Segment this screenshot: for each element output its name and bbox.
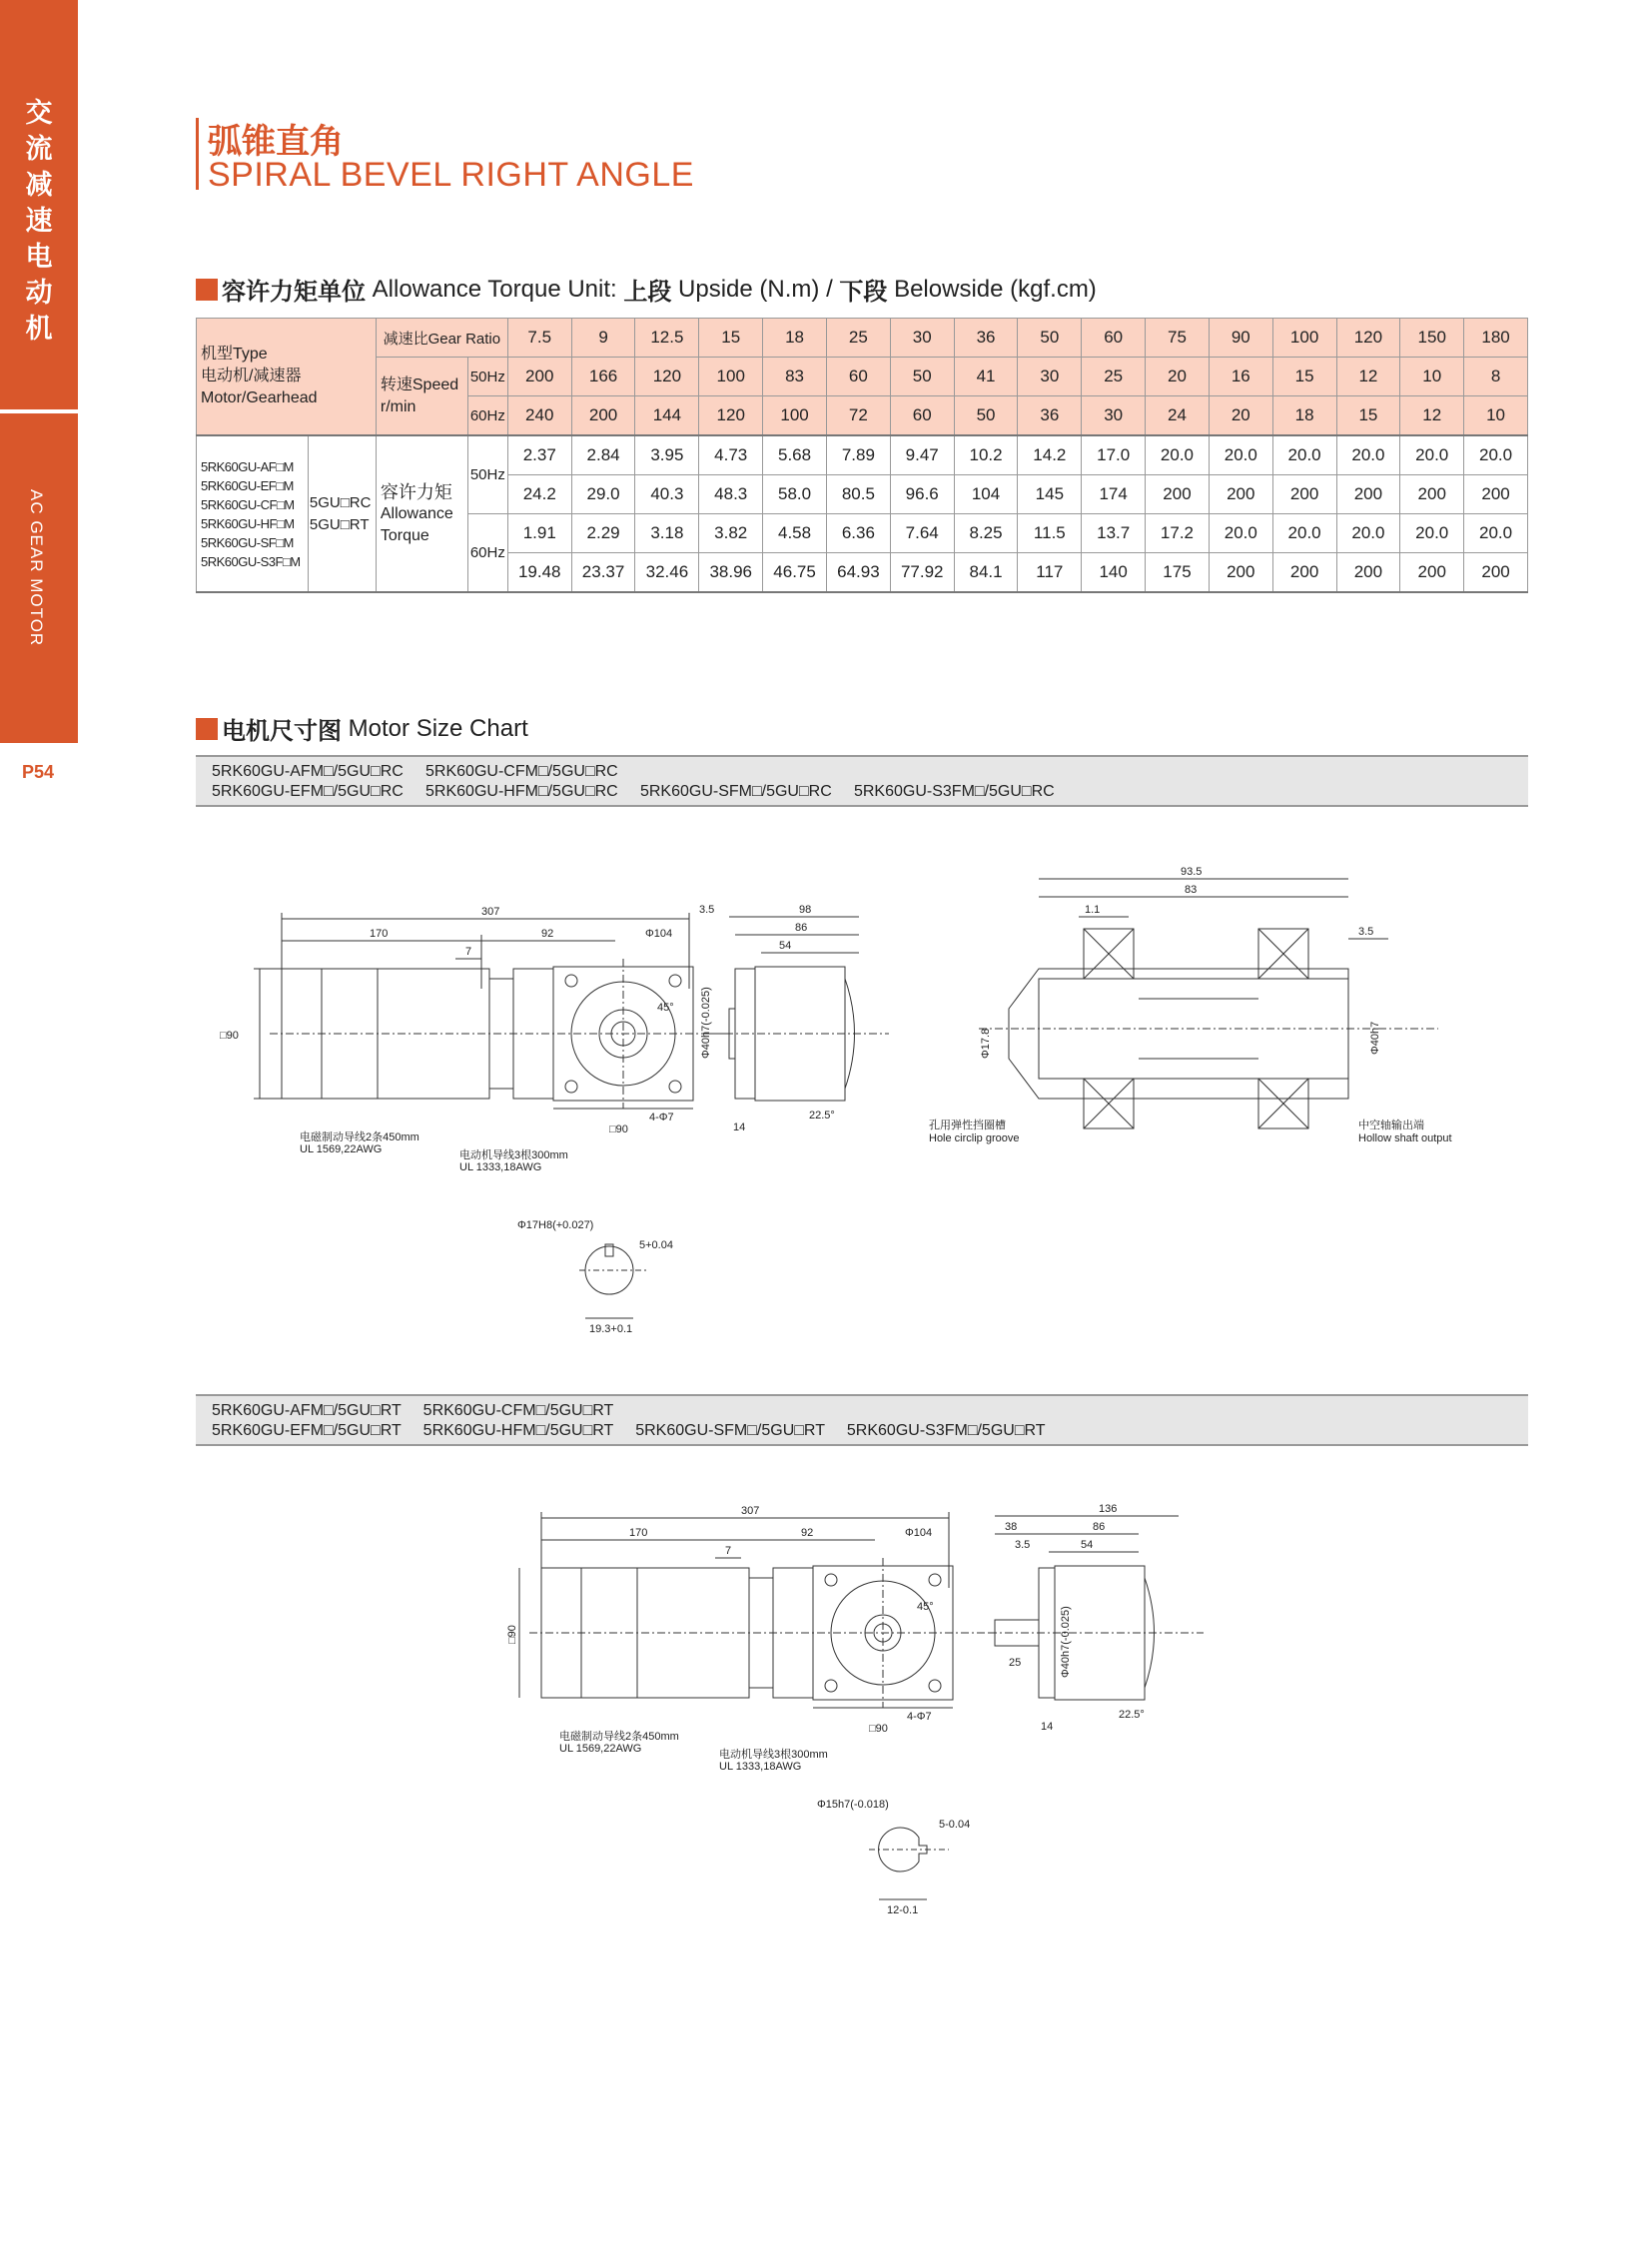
page-title-en: SPIRAL BEVEL RIGHT ANGLE xyxy=(208,156,694,194)
table-cell: 11.5 xyxy=(1018,514,1082,553)
table-cell: 174 xyxy=(1082,475,1146,514)
dim-label: 5-0.04 xyxy=(939,1819,971,1831)
table-cell: 200 xyxy=(1464,553,1528,593)
table-cell: 14.2 xyxy=(1018,435,1082,475)
gear-ratio-label: 减速比Gear Ratio xyxy=(376,319,507,358)
dim-label: 86 xyxy=(1093,1521,1106,1533)
table-cell: 9 xyxy=(571,319,635,358)
wire-note: 电磁制动导线2条450mm xyxy=(300,1131,419,1143)
table-cell: 120 xyxy=(1336,319,1400,358)
table-row-torque50-nm xyxy=(197,435,1528,475)
table-cell: 58.0 xyxy=(763,475,827,514)
model-list-line: 5RK60GU-EFM□/5GU□RT 5RK60GU-HFM□/5GU□RT 5RK60GU-SFM□/5GU□RT 5RK60GU-S3FM□/5GU□RT xyxy=(212,1422,1046,1439)
wire-note: 电动机导线3根300mm xyxy=(719,1749,828,1761)
table-cell: 20.0 xyxy=(1336,435,1400,475)
table-cell: 4.73 xyxy=(699,435,763,475)
table-cell: 38.96 xyxy=(699,553,763,593)
table-cell: 41 xyxy=(954,358,1018,396)
dim-label: Φ17H8(+0.027) xyxy=(517,1219,594,1231)
table-cell: 60 xyxy=(890,396,954,436)
sidebar-char: 减 xyxy=(25,170,53,201)
table-cell: 75 xyxy=(1146,319,1210,358)
table-cell: 3.18 xyxy=(635,514,699,553)
dim-label: □90 xyxy=(506,1625,518,1644)
table-cell: 17.2 xyxy=(1146,514,1210,553)
dim-label: 98 xyxy=(799,904,812,916)
dim-label: 14 xyxy=(733,1121,746,1133)
dim-label: 54 xyxy=(779,940,792,952)
table-cell: 30 xyxy=(890,319,954,358)
table-cell: 15 xyxy=(699,319,763,358)
heading-square-icon xyxy=(196,718,218,740)
type-label-en: Motor/Gearhead xyxy=(201,389,318,406)
table-cell: 120 xyxy=(635,358,699,396)
rc-side-view-drawing xyxy=(699,899,899,1148)
table-cell: 200 xyxy=(1272,553,1336,593)
type-label: 机型Type xyxy=(201,346,268,363)
page-title-cn: 弧锥直角 xyxy=(208,122,344,162)
table-cell: 20 xyxy=(1209,396,1272,436)
table-row-speed50 xyxy=(197,358,1528,396)
heading-en2: Upside (N.m) / xyxy=(678,275,833,303)
heading-en: Motor Size Chart xyxy=(348,714,528,742)
table-cell: 50 xyxy=(1018,319,1082,358)
heading-cn2: 上段 xyxy=(623,278,672,306)
heading-square-icon xyxy=(196,279,218,301)
table-cell: 30 xyxy=(1082,396,1146,436)
dim-label: 1.1 xyxy=(1085,904,1101,916)
table-cell: 20.0 xyxy=(1272,514,1336,553)
table-cell: 64.93 xyxy=(826,553,890,593)
dim-label: 92 xyxy=(541,928,554,940)
table-cell: 90 xyxy=(1209,319,1272,358)
dim-label: 38 xyxy=(1005,1521,1018,1533)
table-cell: 20.0 xyxy=(1336,514,1400,553)
table-cell: 1.91 xyxy=(507,514,571,553)
table-cell: 3.95 xyxy=(635,435,699,475)
dim-label: 3.5 xyxy=(699,904,715,916)
table-cell: 200 xyxy=(1272,475,1336,514)
dim-label: Φ40h7(-0.025) xyxy=(700,987,712,1059)
dim-label: □90 xyxy=(609,1123,628,1135)
dim-label: 3.5 xyxy=(1358,926,1374,938)
table-cell: 96.6 xyxy=(890,475,954,514)
rt-shaft-key-detail xyxy=(809,1788,989,1917)
table-cell: 20.0 xyxy=(1272,435,1336,475)
table-cell: 3.82 xyxy=(699,514,763,553)
table-cell: 5.68 xyxy=(763,435,827,475)
dim-label: 22.5° xyxy=(809,1110,835,1121)
table-cell: 83 xyxy=(763,358,827,396)
dim-label: 170 xyxy=(370,928,389,940)
sidebar-chinese-title xyxy=(0,96,78,348)
table-cell: 15 xyxy=(1336,396,1400,436)
table-cell: 200 xyxy=(1464,475,1528,514)
table-cell: 24 xyxy=(1146,396,1210,436)
sidebar-char: 流 xyxy=(25,134,53,165)
table-cell: 13.7 xyxy=(1082,514,1146,553)
table-cell: 50 xyxy=(954,396,1018,436)
dim-label: Φ17.8 xyxy=(980,1028,992,1059)
table-cell: 120 xyxy=(699,396,763,436)
torque-table xyxy=(196,318,1528,593)
sidebar-char: 动 xyxy=(25,278,53,309)
table-row-ratio xyxy=(197,319,1528,358)
table-cell: 84.1 xyxy=(954,553,1018,593)
table-cell: 10 xyxy=(1464,396,1528,436)
table-cell: 30 xyxy=(1018,358,1082,396)
table-cell: 240 xyxy=(507,396,571,436)
table-cell: 7.5 xyxy=(507,319,571,358)
dim-label: 93.5 xyxy=(1181,866,1203,878)
section-note: 孔用弹性挡圈槽 xyxy=(929,1120,1006,1131)
table-cell: 25 xyxy=(1082,358,1146,396)
dim-label: 307 xyxy=(481,906,500,918)
table-cell: 144 xyxy=(635,396,699,436)
dim-label: 54 xyxy=(1081,1539,1094,1551)
table-cell: 12 xyxy=(1400,396,1464,436)
table-cell: 23.37 xyxy=(571,553,635,593)
heading-cn: 容许力矩单位 xyxy=(222,278,366,306)
torque-label-en: Torque xyxy=(380,526,429,544)
table-cell: 18 xyxy=(1272,396,1336,436)
gearhead-type: 5GU□RT xyxy=(309,515,370,533)
model-list-line: 5RK60GU-AFM□/5GU□RC 5RK60GU-CFM□/5GU□RC xyxy=(212,763,618,780)
table-cell: 7.89 xyxy=(826,435,890,475)
table-cell: 200 xyxy=(571,396,635,436)
dim-label: □90 xyxy=(869,1723,888,1735)
type-label-cn: 电动机/减速器 xyxy=(201,368,302,384)
table-cell: 150 xyxy=(1400,319,1464,358)
model-list-line: 5RK60GU-AFM□/5GU□RT 5RK60GU-CFM□/5GU□RT xyxy=(212,1402,614,1419)
dim-label: 3.5 xyxy=(1015,1539,1031,1551)
dim-label: 92 xyxy=(801,1527,814,1539)
table-cell: 80.5 xyxy=(826,475,890,514)
heading-en3: Belowside (kgf.cm) xyxy=(894,275,1097,303)
table-cell: 60 xyxy=(1082,319,1146,358)
table-cell: 200 xyxy=(1336,553,1400,593)
page-number: P54 xyxy=(22,762,55,782)
sidebar-char: 速 xyxy=(25,206,53,237)
hz-label: 60Hz xyxy=(467,396,507,436)
model-name: 5RK60GU-CF□M xyxy=(201,496,295,512)
sidebar-english-title: AC GEAR MOTOR xyxy=(27,489,46,647)
dim-label: 136 xyxy=(1099,1503,1118,1515)
table-cell: 2.84 xyxy=(571,435,635,475)
speed-label: 转速Speed xyxy=(380,375,459,393)
model-name: 5RK60GU-AF□M xyxy=(201,458,294,474)
gearhead-type: 5GU□RC xyxy=(309,493,372,511)
model-name: 5RK60GU-SF□M xyxy=(201,534,294,550)
section-note: Hollow shaft output xyxy=(1358,1132,1452,1144)
dim-label: 170 xyxy=(629,1527,648,1539)
table-cell: 72 xyxy=(826,396,890,436)
torque-label-en: Allowance xyxy=(380,504,453,522)
heading-cn3: 下段 xyxy=(839,278,888,306)
table-cell: 8 xyxy=(1464,358,1528,396)
dim-label: Φ40h7 xyxy=(1369,1021,1381,1055)
dim-label: 25 xyxy=(1009,1657,1022,1669)
dim-label: 7 xyxy=(725,1545,732,1557)
dim-label: 45° xyxy=(917,1601,934,1613)
model-name: 5RK60GU-EF□M xyxy=(201,477,294,493)
rc-front-view-drawing xyxy=(220,899,739,1188)
table-cell: 15 xyxy=(1272,358,1336,396)
table-cell: 200 xyxy=(1400,553,1464,593)
table-cell: 140 xyxy=(1082,553,1146,593)
table-cell: 2.37 xyxy=(507,435,571,475)
table-cell: 100 xyxy=(763,396,827,436)
wire-note: 电动机导线3根300mm xyxy=(459,1149,568,1161)
table-cell: 200 xyxy=(1336,475,1400,514)
rc-model-list xyxy=(196,755,1528,807)
table-cell: 77.92 xyxy=(890,553,954,593)
model-name: 5RK60GU-S3F□M xyxy=(201,553,301,569)
table-cell: 200 xyxy=(507,358,571,396)
dim-label: 12-0.1 xyxy=(887,1904,919,1916)
table-cell: 20 xyxy=(1146,358,1210,396)
table-cell: 24.2 xyxy=(507,475,571,514)
table-cell: 20.0 xyxy=(1209,514,1272,553)
speed-unit: r/min xyxy=(380,397,416,415)
table-cell: 48.3 xyxy=(699,475,763,514)
table-cell: 20.0 xyxy=(1464,514,1528,553)
torque-label-cn: 容许力矩 xyxy=(380,481,452,502)
table-cell: 4.58 xyxy=(763,514,827,553)
table-cell: 29.0 xyxy=(571,475,635,514)
table-cell: 100 xyxy=(1272,319,1336,358)
dim-label: 45° xyxy=(657,1002,674,1014)
wire-note: 电磁制动导线2条450mm xyxy=(559,1731,679,1743)
wire-note: UL 1569,22AWG xyxy=(559,1743,642,1755)
section-note: 中空轴输出端 xyxy=(1358,1120,1424,1131)
table-cell: 20.0 xyxy=(1209,435,1272,475)
table-cell: 200 xyxy=(1146,475,1210,514)
sidebar-char: 电 xyxy=(25,242,53,273)
dim-label: 14 xyxy=(1041,1721,1054,1733)
heading-cn: 电机尺寸图 xyxy=(222,717,342,745)
table-cell: 19.48 xyxy=(507,553,571,593)
dim-label: 19.3+0.1 xyxy=(589,1323,633,1335)
table-cell: 16 xyxy=(1209,358,1272,396)
table-cell: 200 xyxy=(1209,553,1272,593)
table-cell: 200 xyxy=(1400,475,1464,514)
table-cell: 17.0 xyxy=(1082,435,1146,475)
dim-label: Φ104 xyxy=(645,928,673,940)
dim-label: 4-Φ7 xyxy=(649,1112,674,1123)
table-cell: 25 xyxy=(826,319,890,358)
table-cell: 10.2 xyxy=(954,435,1018,475)
model-name: 5RK60GU-HF□M xyxy=(201,515,295,531)
rt-side-view-drawing xyxy=(989,1498,1219,1748)
wire-note: UL 1333,18AWG xyxy=(719,1761,802,1773)
dim-label: 307 xyxy=(741,1505,760,1517)
table-cell: 166 xyxy=(571,358,635,396)
table-cell: 12 xyxy=(1336,358,1400,396)
dim-label: 86 xyxy=(795,922,808,934)
dim-label: Φ40h7(-0.025) xyxy=(1060,1606,1072,1678)
heading-en: Allowance Torque Unit: xyxy=(372,275,617,303)
table-cell: 145 xyxy=(1018,475,1082,514)
table-cell: 200 xyxy=(1209,475,1272,514)
model-list-line: 5RK60GU-EFM□/5GU□RC 5RK60GU-HFM□/5GU□RC 5RK60GU-SFM□/5GU□RC 5RK60GU-S3FM□/5GU□RC xyxy=(212,783,1055,800)
sidebar-char: 机 xyxy=(25,314,53,345)
table-cell: 36 xyxy=(954,319,1018,358)
table-cell: 7.64 xyxy=(890,514,954,553)
table-cell: 20.0 xyxy=(1146,435,1210,475)
rc-hollow-shaft-section xyxy=(919,859,1478,1158)
table-cell: 2.29 xyxy=(571,514,635,553)
size-section-heading xyxy=(196,711,528,746)
table-cell: 10 xyxy=(1400,358,1464,396)
dim-label: □90 xyxy=(220,1030,239,1042)
wire-note: UL 1333,18AWG xyxy=(459,1161,542,1173)
table-cell: 104 xyxy=(954,475,1018,514)
table-cell: 60 xyxy=(826,358,890,396)
dim-label: 5+0.04 xyxy=(639,1239,673,1251)
table-cell: 100 xyxy=(699,358,763,396)
table-cell: 8.25 xyxy=(954,514,1018,553)
dim-label: 7 xyxy=(465,946,472,958)
table-cell: 20.0 xyxy=(1400,514,1464,553)
torque-section-heading xyxy=(196,272,1097,307)
dim-label: 4-Φ7 xyxy=(907,1711,932,1723)
table-cell: 6.36 xyxy=(826,514,890,553)
table-cell: 36 xyxy=(1018,396,1082,436)
table-cell: 18 xyxy=(763,319,827,358)
table-cell: 50 xyxy=(890,358,954,396)
table-cell: 117 xyxy=(1018,553,1082,593)
hz-label: 50Hz xyxy=(467,358,507,396)
table-cell: 9.47 xyxy=(890,435,954,475)
rc-keyway-detail xyxy=(509,1208,689,1338)
rt-front-view-drawing xyxy=(506,1498,999,1788)
wire-note: UL 1569,22AWG xyxy=(300,1143,383,1155)
table-cell: 40.3 xyxy=(635,475,699,514)
table-cell: 20.0 xyxy=(1400,435,1464,475)
dim-label: 22.5° xyxy=(1119,1709,1145,1721)
rt-model-list xyxy=(196,1394,1528,1446)
title-accent-bar xyxy=(196,118,199,190)
hz-label: 60Hz xyxy=(467,514,507,593)
section-note: Hole circlip groove xyxy=(929,1132,1020,1144)
table-cell: 175 xyxy=(1146,553,1210,593)
table-cell: 46.75 xyxy=(763,553,827,593)
hz-label: 50Hz xyxy=(467,435,507,514)
table-cell: 20.0 xyxy=(1464,435,1528,475)
table-cell: 180 xyxy=(1464,319,1528,358)
dim-label: Φ15h7(-0.018) xyxy=(817,1799,889,1811)
table-cell: 32.46 xyxy=(635,553,699,593)
dim-label: 83 xyxy=(1185,884,1198,896)
table-cell: 12.5 xyxy=(635,319,699,358)
dim-label: Φ104 xyxy=(905,1527,933,1539)
sidebar-char: 交 xyxy=(25,98,53,129)
